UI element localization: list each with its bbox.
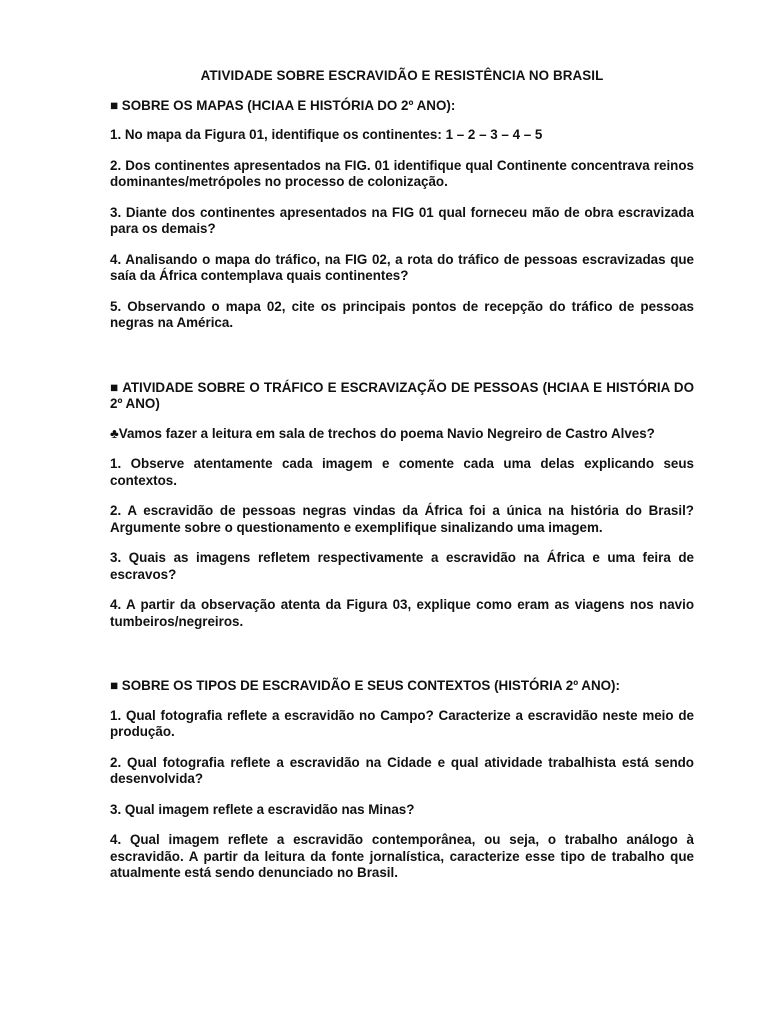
section-heading-trafficking: ■ ATIVIDADE SOBRE O TRÁFICO E ESCRAVIZAÇÃO DE PESSOAS (HCIAA E HISTÓRIA DO 2º ANO) [110,379,694,411]
poem-reading-intro: ♣Vamos fazer a leitura em sala de trechos do poema Navio Negreiro de Castro Alves? [110,425,655,441]
question-1: 1. No mapa da Figura 01, identifique os continentes: 1 – 2 – 3 – 4 – 5 [110,127,543,142]
section-spacer [110,346,694,380]
document-title: ATIVIDADE SOBRE ESCRAVIDÃO E RESISTÊNCIA NO BRASIL [200,68,604,83]
section-heading-maps: ■ SOBRE OS MAPAS (HCIAA E HISTÓRIA DO 2º ANO): [110,97,456,113]
question-2: 2. A escravidão de pessoas negras vindas da África foi a única na história do Brasil? Argumente sobre o questionamento e exemplifique sinalizando uma imagem. [110,503,694,535]
question-5: 5. Observando o mapa 02, cite os principais pontos de recepção do tráfico de pessoas negras na América. [110,298,694,330]
question-3: 3. Quais as imagens refletem respectivamente a escravidão na África e uma feira de escravos? [110,550,694,582]
question-4: 4. Analisando o mapa do tráfico, na FIG 02, a rota do tráfico de pessoas escravizadas que saía da África contemplava quais continentes? [110,251,694,283]
section-heading-slavery-types: ■ SOBRE OS TIPOS DE ESCRAVIDÃO E SEUS CONTEXTOS (HISTÓRIA 2º ANO): [110,678,620,693]
question-2: 2. Dos continentes apresentados na FIG. 01 identifique qual Continente concentrava reinos dominantes/metrópoles no processo de colonização. [110,157,694,189]
question-4: 4. A partir da observação atenta da Figura 03, explique como eram as viagens nos navio tumbeiros/negreiros. [110,597,694,629]
question-3: 3. Diante dos continentes apresentados na FIG 01 qual forneceu mão de obra escravizada para os demais? [110,204,694,236]
question-4: 4. Qual imagem reflete a escravidão contemporânea, ou seja, o trabalho análogo à escravidão. A partir da leitura da fonte jornalística, caracterize esse tipo de trabalho que atualmente está sendo denunciado no Brasil. [110,832,694,880]
question-1: 1. Qual fotografia reflete a escravidão no Campo? Caracterize a escravidão neste meio de produção. [110,707,694,739]
section-spacer [110,644,694,678]
question-2: 2. Qual fotografia reflete a escravidão na Cidade e qual atividade trabalhista está sendo desenvolvida? [110,754,694,786]
question-1: 1. Observe atentamente cada imagem e comente cada uma delas explicando seus contextos. [110,456,694,488]
question-3: 3. Qual imagem reflete a escravidão nas Minas? [110,801,415,817]
